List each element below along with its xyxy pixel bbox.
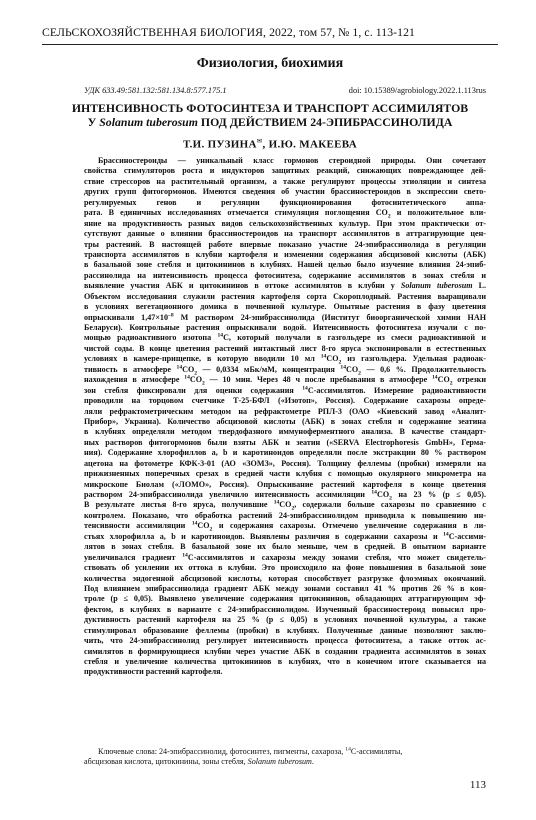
abstract-line: фектом, в клубнях в варианте с 24-эпибрассинолидом. Изученный брассиностероид повысил про- xyxy=(84,604,486,614)
title-suffix: ПОД ДЕЙСТВИЕМ 24-ЭПИБРАССИНОЛИДА xyxy=(197,115,453,129)
abstract-line: транспорта ассимилятов в клубни картофеля и изменении содержания абсцизовой кислоты (АБК) xyxy=(84,249,486,259)
text-run: L. xyxy=(472,281,486,291)
abstract-line xyxy=(84,333,486,343)
title-prefix: У xyxy=(87,115,100,129)
abstract-line xyxy=(84,553,486,563)
abstract-line: ацетона на фотометре КФК-3-01 (АО «ЗОМЗ», Россия). Толщину феллемы (пробки) измеряли на xyxy=(84,458,486,468)
text-run: CO xyxy=(189,375,203,385)
abstract-line: чить, что 24-эпибрассинолид регулирует интенсивность процесса фотосинтеза, а также отток ас- xyxy=(84,636,486,646)
title-line-1: ИНТЕНСИВНОСТЬ ФОТОСИНТЕЗА И ТРАНСПОРТ АССИМИЛЯТОВ xyxy=(71,101,469,115)
abstract-line: ния). Содержание хлорофиллов а, b и каротиноидов определяли после экстракции 80 % раствором xyxy=(84,448,486,458)
text-run: , содержали больше сахарозы по сравнению с xyxy=(294,500,486,510)
superscript: 14 xyxy=(371,490,377,496)
abstract-line: Брассиностероиды — уникальный класс гормонов стероидной природы. Они сочетают xyxy=(98,156,486,165)
page-number: 113 xyxy=(469,779,486,791)
abstract-line: в базальной зоне стебля и цитокининов в клубнях. Нашей целью было изучение влияния 24-эпиб- xyxy=(84,260,486,270)
abstract-line: регулируемых генов и регуляции функционирования фотосинтетического аппа- xyxy=(84,197,486,207)
abstract-line xyxy=(84,208,486,218)
species-italic: Solanum tuberosum xyxy=(247,757,312,767)
text-run: отрезки xyxy=(452,375,486,385)
abstract-line: стимулировал образование феллемы (пробки) в клубнях. Полученные данные позволяют заклю- xyxy=(84,625,486,635)
text-run: абсцизовая кислота, цитокинины, зоны стебля, xyxy=(84,757,248,767)
doi-link[interactable]: doi: 10.15389/agrobiology.2022.1.113rus xyxy=(348,86,486,95)
keywords-line xyxy=(84,757,486,767)
paper-title xyxy=(60,101,480,129)
abstract-line xyxy=(84,313,486,323)
text-run: С-ассими- xyxy=(448,531,486,541)
subscript: 2 xyxy=(387,213,391,219)
subscript: 2 xyxy=(338,359,342,365)
abstract-line: проводили на торцовом счетчике Т-25-БФЛ («Изотоп», Россия). Содержание сахарозы опреде- xyxy=(84,396,486,406)
abstract-line: ствие стрессоров на растительный организм, а также регулируют процессы этиоляции и синтеза xyxy=(84,176,486,186)
running-head: СЕЛЬСКОХОЗЯЙСТВЕННАЯ БИОЛОГИЯ, 2022, том 57, № 1, с. 113-121 xyxy=(42,26,415,39)
abstract-line: количества эндогенной абсцизовой кислоты, которая способствует разгрузке флоэмных окончаний. xyxy=(84,573,486,583)
text-run: опрыскивали 1,47×10 xyxy=(84,312,169,322)
text-run: стьях хлорофилла a, b и каротиноидов. Выявлены различия в содержании сахарозы и xyxy=(84,531,444,541)
text-run: из газгольдера. Удельная радиоак- xyxy=(341,354,486,364)
subscript: 2 xyxy=(194,370,198,376)
text-run: мощью радиоактивного изотопа xyxy=(84,333,218,343)
abstract-line: тры растений. В настоящей работе впервые показано участие 24-эпибрассинолида в регуляции xyxy=(84,239,486,249)
abstract-line: Прибор», Украина). Количество абсцизовой кислоты (АБК) в зонах стебля и содержание зеатина xyxy=(84,416,486,426)
abstract-line: рассинолида на интенсивность процесса фотосинтеза, содержание ассимилятов в зонах стебля и xyxy=(84,270,486,280)
abstract-line: ных растворов фитогормонов были взяты АБК и зеатин («SERVA Electrophoresis GmbH», Герма- xyxy=(84,437,486,447)
abstract-line: троле (p ≤ 0,05). Выявлено увеличение содержания цитокининов, обладающих аттрагирующим эф- xyxy=(84,594,486,604)
abstract-line: прижизненных поперечных срезах в средней части клубня с помощью окулярного микрометра на xyxy=(84,469,486,479)
text-run: тивность в атмосфере xyxy=(84,364,177,374)
title-species: Solanum tuberosum xyxy=(99,115,198,129)
abstract-line: стебля и увеличение количества цитокининов в клубнях, что в конечном итоге сказывается на xyxy=(84,657,486,666)
abstract-line: Объектом исследования служили растения картофеля сорта Скороплодный. Растения выращивали xyxy=(84,291,486,301)
text-run: CO xyxy=(182,364,195,374)
superscript: 14 xyxy=(345,746,351,753)
superscript: 14 xyxy=(432,375,438,381)
text-run: М раствором 24-эпибрассинолида (Институт биоорганической химии НАН xyxy=(173,312,486,322)
subscript: 2 xyxy=(449,380,453,386)
abstract-line: свойства стимуляторов роста и индукторов защитных реакций, снижающих повреждающее дей- xyxy=(84,166,486,176)
title-line-2 xyxy=(60,115,480,129)
subscript: 2 xyxy=(291,506,295,511)
abstract-line xyxy=(84,532,486,542)
abstract-line: Под влиянием эпибрассинолида градиент АБК между зонами составил 41 % против 26 % в кон- xyxy=(84,583,486,593)
text-run: и положительное вли- xyxy=(390,208,486,218)
superscript: 14 xyxy=(184,375,190,381)
superscript: 14 xyxy=(320,354,327,360)
text-run: рата. В единичных исследованиях отмечается стимуляция поглощения CO xyxy=(84,208,388,218)
text-run: — 0,6 %. Продолжительность xyxy=(360,364,486,374)
superscript: 14 xyxy=(273,500,280,506)
text-run: тенсивности ассимиляции xyxy=(84,521,192,531)
abstract-line: дуктивность растений картофеля на 25 % (p ≤ 0,05) в условиях почвенной культуры, а также xyxy=(84,615,486,625)
header-rule xyxy=(42,44,498,45)
text-run: CO xyxy=(376,490,390,499)
abstract-line: других групп фитогормонов. Имеются сведения об участии брассиностероидов в экспрессии свето- xyxy=(84,187,486,197)
abstract-line xyxy=(84,386,486,396)
abstract-line: сутствуют данные о влиянии брассиностероидов на транспорт ассимилятов в аттрагирующие цен- xyxy=(84,229,486,239)
abstract-line xyxy=(84,490,486,500)
text-run: увеличивался градиент xyxy=(84,552,183,562)
text-run: С, который получали в газгольдере из смеси радиоактивной и xyxy=(223,333,486,343)
superscript: 14 xyxy=(217,333,224,339)
text-run: нахождения в атмосфере xyxy=(84,375,185,385)
author-1: Т.И. ПУЗИНА xyxy=(183,138,257,151)
text-run: CO xyxy=(346,364,359,374)
text-run: на 23 % (p ≤ 0,05). xyxy=(391,490,486,499)
text-run: CO xyxy=(326,354,339,364)
text-run: — 0,0334 мБк/мМ, концентрация xyxy=(197,364,341,374)
subscript: 2 xyxy=(202,380,205,386)
text-run: раствором 24-эпибрассинолида увеличило интенсивность ассимиляции xyxy=(84,490,372,499)
abstract-line xyxy=(84,375,486,385)
abstract-line xyxy=(84,281,486,291)
abstract-line: контролем. Показано, что обработка растений 24-эпибрассинолидом приводила к повышению ин- xyxy=(84,510,486,520)
abstract-line: симилятов в формирующиеся клубни через участие АБК в создании градиента ассимилятов в зонах xyxy=(84,646,486,656)
abstract-line: лятов в зонах стебля. В базальной зоне их было меньше, чем в средней. В опытном варианте xyxy=(84,542,486,552)
author-2: И.Ю. МАКЕЕВА xyxy=(268,138,357,151)
superscript: 14 xyxy=(191,521,198,527)
species-italic: Solanum tuberosum xyxy=(400,281,473,291)
text-run: и содержания сахарозы. Отмечено увеличение содержания в ли- xyxy=(212,521,486,531)
text-run: выявление участия АБК и цитокининов в оттоке ассимилятов в клубни у xyxy=(84,281,401,291)
abstract xyxy=(84,156,486,678)
text-run: С-ассимилятов. Измерение радиоактивности xyxy=(307,385,486,395)
keywords-line xyxy=(84,747,486,757)
abstract-line xyxy=(84,365,486,375)
abstract-line: в условиях вегетационного домика в почвенной культуре. Опытные растения в фазу цветения xyxy=(84,302,486,312)
text-run: зон стебля фиксировали для оценки содержания xyxy=(84,385,303,395)
abstract-line: яние на продуктивность разных видов сельскохозяйственных культур. При этом практически от- xyxy=(84,218,486,228)
udc-code: УДК 633.49:581.132:581.134.8:577.175.1 xyxy=(84,86,227,95)
superscript: –8 xyxy=(168,312,174,318)
subscript: 2 xyxy=(389,495,392,501)
superscript: 14 xyxy=(302,385,308,391)
text-run: С-ассимиляты, xyxy=(350,747,403,756)
abstract-line: ствовать об усилении их оттока в клубни. Это происходило на фоне повышения в базальной зоне xyxy=(84,563,486,573)
keywords xyxy=(84,747,486,768)
text-run: CO xyxy=(437,375,450,385)
abstract-line: Беларуси). Контрольные растения опрыскивали водой. Интенсивность фотосинтеза изучали с по- xyxy=(84,323,486,332)
abstract-line xyxy=(84,354,486,364)
text-run: С-ассимилятов и сахарозы между зонами стебля, что может свидетель- xyxy=(187,552,486,562)
text-run: CO xyxy=(197,521,210,531)
subscript: 2 xyxy=(358,370,361,376)
superscript: 14 xyxy=(340,364,347,371)
text-run: — 10 мин. Через 48 ч после пребывания в атмосфере xyxy=(204,375,432,385)
text-run: условиях в камере-прищепке, в которую вводили 10 мл xyxy=(84,354,321,364)
abstract-line: ляли рефрактометрическим методом на рефрактометре РПЛ-3 (ОАО «Киевский завод «Аналит- xyxy=(84,406,486,416)
subscript: 2 xyxy=(209,526,213,532)
text-run: CO xyxy=(279,500,292,510)
text-run: В результате листья 8-го яруса, получившие xyxy=(84,500,274,510)
abstract-line: в клубнях определяли методом твердофазного иммуноферментного анализа. В качестве стандарт- xyxy=(84,427,486,437)
abstract-line: чистой соды. В конце цветения растений интактный лист 8-го яруса экспонировали в естественных xyxy=(84,343,486,353)
text-run: Ключевые слова: 24-эпибрассинолид, фотосинтез, пигменты, сахароза, xyxy=(98,747,346,756)
envelope-icon[interactable]: ✉ xyxy=(256,138,263,145)
superscript: 14 xyxy=(182,552,188,558)
superscript: 14 xyxy=(443,531,449,538)
section-title: Физиология, биохимия xyxy=(196,56,344,71)
abstract-line xyxy=(84,521,486,531)
author-separator: , xyxy=(262,138,269,151)
abstract-line xyxy=(84,500,486,510)
abstract-line: микроскопе Биолам («ЛОМО», Россия). Опрыскивание растений картофеля в конце цветения xyxy=(84,479,486,489)
text-run: . xyxy=(311,757,314,767)
abstract-line: продуктивности растений картофеля. xyxy=(84,667,223,677)
superscript: 14 xyxy=(176,364,183,371)
authors xyxy=(42,137,498,151)
